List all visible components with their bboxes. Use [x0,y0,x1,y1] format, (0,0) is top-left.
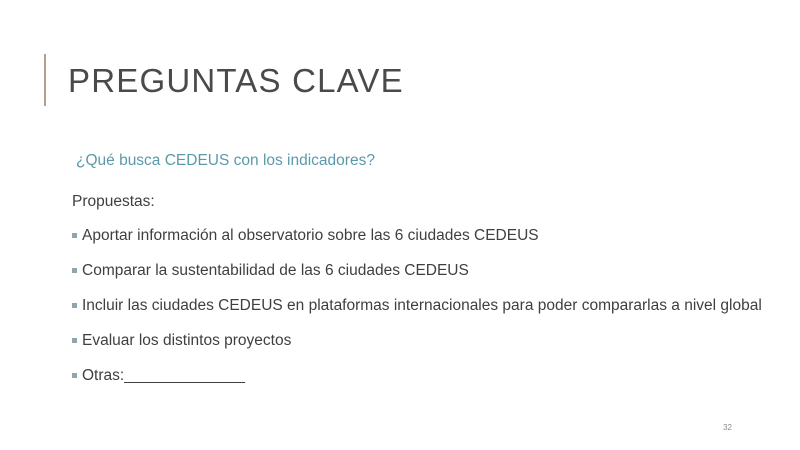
square-bullet-icon [72,303,77,308]
list-item-label: Incluir las ciudades CEDEUS en plataformas internacionales para poder compararlas a nivel global [82,297,762,314]
list-item [72,367,762,386]
list-item [72,227,762,246]
square-bullet-icon [72,338,77,343]
list-item [72,297,762,316]
list-item-label: Otras:______________ [82,366,245,384]
list-item-label: Comparar la sustentabilidad de las 6 ciudades CEDEUS [82,262,469,280]
page-number: 32 [723,423,732,432]
list-item [72,262,762,281]
square-bullet-icon [72,268,77,273]
title-accent-rule [44,54,46,106]
list-item-label: Evaluar los distintos proyectos [82,331,292,349]
list-item-label: Aportar información al observatorio sobre las 6 ciudades CEDEUS [82,227,539,245]
square-bullet-icon [72,233,77,238]
intro-label: Propuestas: [72,192,155,210]
slide-body [72,152,762,386]
list-item [72,332,762,351]
section-subheading: ¿Qué busca CEDEUS con los indicadores? [76,152,375,169]
page-title: PREGUNTAS CLAVE [68,61,404,99]
square-bullet-icon [72,373,77,378]
bullet-list [72,227,762,386]
title-block [44,52,404,108]
